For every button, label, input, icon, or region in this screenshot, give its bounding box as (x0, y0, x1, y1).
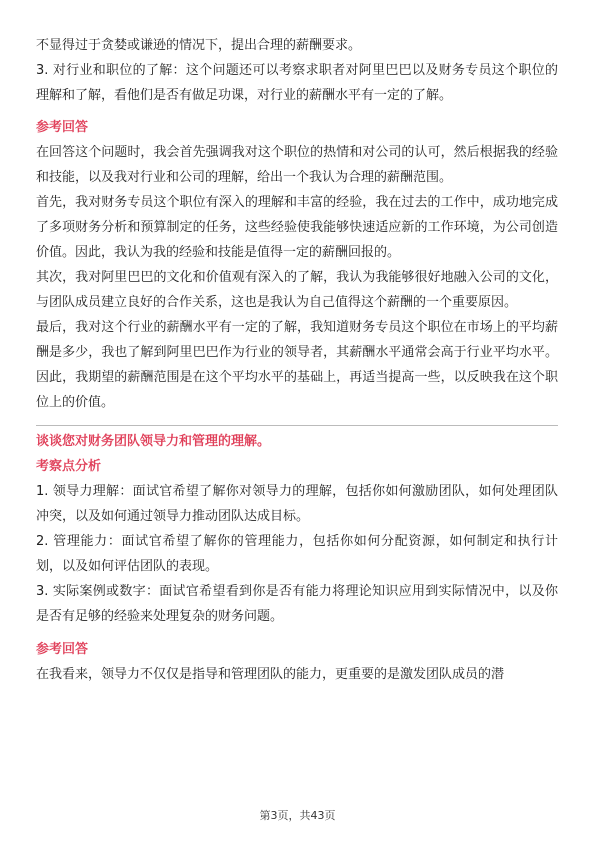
answer-paragraph: 在我看来，领导力不仅仅是指导和管理团队的能力，更重要的是激发团队成员的潜 (36, 667, 505, 682)
page-number: 第3页，共43页 (259, 809, 336, 822)
reference-answer-heading: 参考回答 (36, 120, 89, 135)
criterion-item: 3. 对行业和职位的了解：这个问题还可以考察求职者对阿里巴巴以及财务专员这个职位的理解和了解，看他们是否有做足功课，对行业的薪酬水平有一定的了解。 (36, 63, 558, 103)
text-line: 不显得过于贪婪或谦逊的情况下，提出合理的薪酬要求。 (36, 38, 362, 53)
analysis-item: 3. 实际案例或数字：面试官希望看到你是否有能力将理论知识应用到实际情况中，以及你是否有足够的经验来处理复杂的财务问题。 (36, 584, 558, 624)
analysis-item: 2. 管理能力：面试官希望了解你的管理能力，包括你如何分配资源，如何制定和执行计划，以及如何评估团队的表现。 (36, 534, 558, 574)
section-divider (36, 425, 558, 426)
page-content (36, 33, 558, 687)
answer-paragraph: 在回答这个问题时，我会首先强调我对这个职位的热情和对公司的认可，然后根据我的经验和技能，以及我对行业和公司的理解，给出一个我认为合理的薪酬范围。 (36, 145, 558, 185)
interview-question: 谈谈您对财务团队领导力和管理的理解。 (36, 434, 271, 449)
answer-paragraph: 其次，我对阿里巴巴的文化和价值观有深入的了解，我认为我能够很好地融入公司的文化，与团队成员建立良好的合作关系，这也是我认为自己值得这个薪酬的一个重要原因。 (36, 270, 558, 310)
analysis-heading: 考察点分析 (36, 459, 102, 474)
answer-paragraph: 最后，我对这个行业的薪酬水平有一定的了解，我知道财务专员这个职位在市场上的平均薪酬是多少，我也了解到阿里巴巴作为行业的领导者，其薪酬水平通常会高于行业平均水平。因此，我期望的薪酬范围是在这个平均水平的基础上，再适当提高一些，以反映我在这个职位上的价值。 (36, 320, 558, 410)
answer-paragraph: 首先，我对财务专员这个职位有深入的理解和丰富的经验，我在过去的工作中，成功地完成了多项财务分析和预算制定的任务，这些经验使我能够快速适应新的工作环境，为公司创造价值。因此，我认为我的经验和技能是值得一定的薪酬回报的。 (36, 195, 558, 260)
reference-answer-heading: 参考回答 (36, 642, 89, 657)
analysis-item: 1. 领导力理解：面试官希望了解你对领导力的理解，包括你如何激励团队，如何处理团队冲突，以及如何通过领导力推动团队达成目标。 (36, 484, 558, 524)
